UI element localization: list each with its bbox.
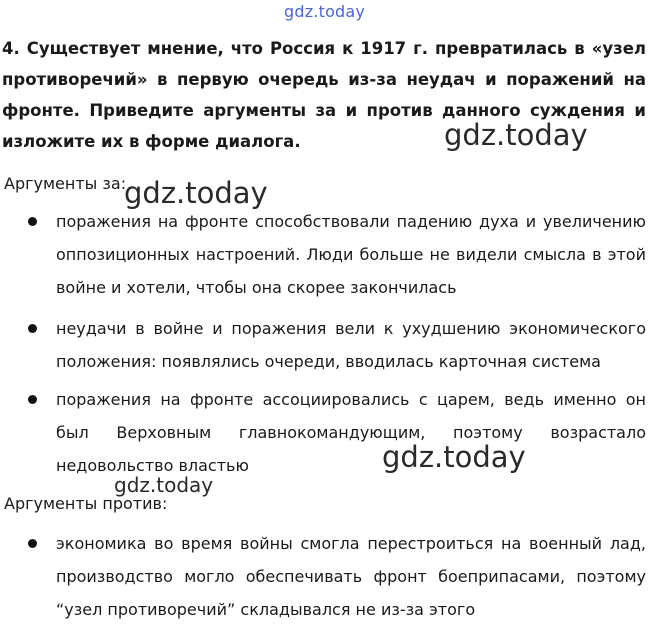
watermark: gdz.today (444, 118, 588, 152)
arguments-against-heading: Аргументы против: (4, 494, 168, 513)
watermark: gdz.today (114, 473, 214, 497)
bullet-icon (28, 324, 37, 333)
watermark: gdz.today (382, 440, 526, 474)
watermark-top: gdz.today (284, 2, 366, 21)
bullet-icon (28, 539, 37, 548)
list-item: поражения на фронте способствовали падению духа и увеличению оппозиционных настроений. Люди больше не видели смысла в этой войне и хотели, чтобы она скорее закончилась (56, 212, 646, 297)
bullet-icon (28, 217, 37, 226)
watermark: gdz.today (124, 176, 268, 210)
arguments-for-heading: Аргументы за: (4, 174, 127, 193)
question-text: 4. Существует мнение, что Россия к 1917 г. превратилась в «узел противоречий» в первую очередь из-за неудач и поражений на фронте. Приведите аргументы за и против данного суждения и изложите их в форме диалога. (2, 39, 646, 151)
bullet-icon (28, 395, 37, 404)
list-item: неудачи в войне и поражения вели к ухудшению экономического положения: появлялись очереди, вводилась карточная система (56, 319, 646, 371)
list-item: поражения на фронте ассоциировались с царем, ведь именно он был Верховным главнокомандующим, поэтому возрастало недовольство властью (56, 390, 646, 475)
list-item: экономика во время войны смогла перестроиться на военный лад, производство могло обеспечивать фронт боеприпасами, поэтому “узел противоречий” складывался не из-за этого (56, 534, 646, 619)
